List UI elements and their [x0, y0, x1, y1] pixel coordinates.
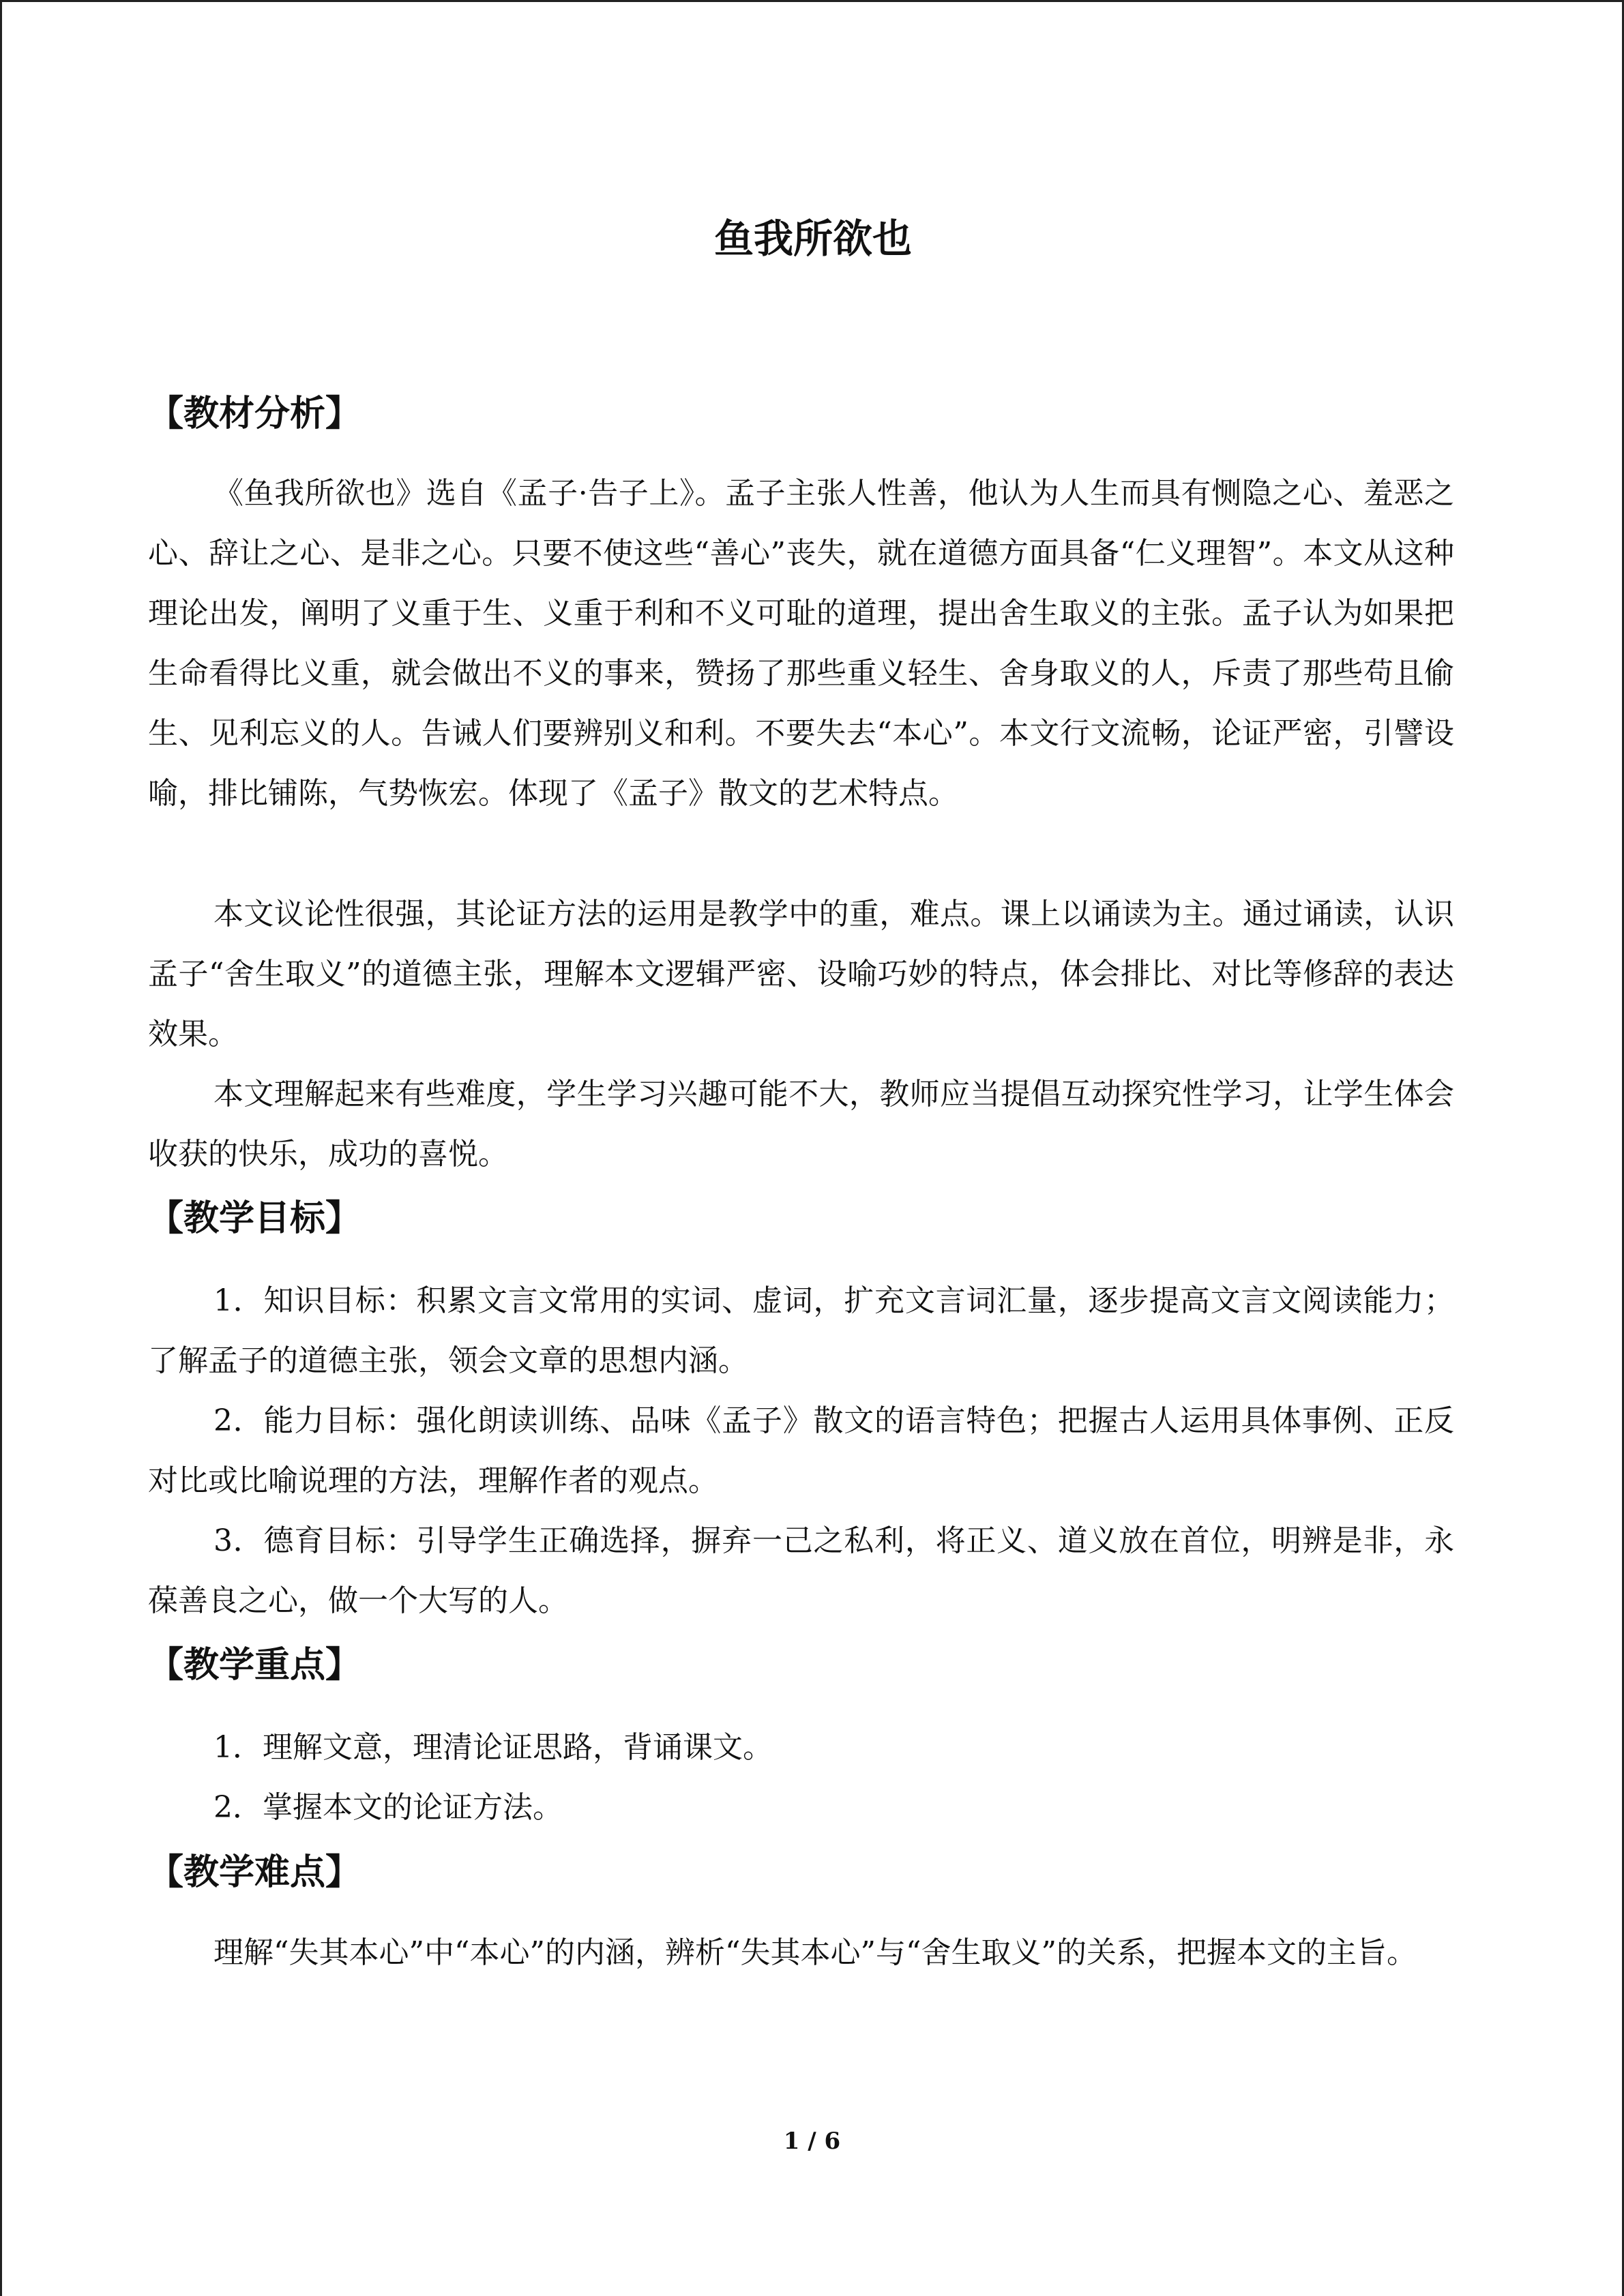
key-point-item: 2．掌握本文的论证方法。 — [213, 1790, 563, 1825]
page-number: 1 / 6 — [783, 2128, 841, 2155]
section-heading-analysis: 【教材分析】 — [148, 393, 361, 434]
section-heading-key-points: 【教学重点】 — [148, 1645, 361, 1686]
analysis-paragraph: 本文理解起来有些难度，学生学习兴趣可能不大，教师应当提倡互动探究性学习，让学生体会收获的快乐，成功的喜悦。 — [148, 1077, 1454, 1172]
section-heading-difficulties: 【教学难点】 — [148, 1852, 361, 1893]
page-top-border — [0, 0, 1624, 2]
key-point-item: 1．理解文意，理清论证思路，背诵课文。 — [213, 1730, 773, 1765]
objective-item: 3．德育目标：引导学生正确选择，摒弃一己之私利，将正义、道义放在首位，明辨是非，永葆善良之心，做一个大写的人。 — [148, 1523, 1454, 1618]
document-title: 鱼我所欲也 — [713, 215, 912, 262]
page-left-border — [0, 0, 2, 2296]
objective-item: 2．能力目标：强化朗读训练、品味《孟子》散文的语言特色；把握古人运用具体事例、正反对比或比喻说理的方法，理解作者的观点。 — [148, 1403, 1454, 1498]
difficulty-paragraph: 理解“失其本心”中“本心”的内涵，辨析“失其本心”与“舍生取义”的关系，把握本文的主旨。 — [213, 1935, 1417, 1970]
objective-item: 1．知识目标：积累文言文常用的实词、虚词，扩充文言词汇量，逐步提高文言文阅读能力；了解孟子的道德主张，领会文章的思想内涵。 — [148, 1283, 1454, 1378]
analysis-paragraph: 本文议论性很强，其论证方法的运用是教学中的重，难点。课上以诵读为主。通过诵读，认识孟子“舍生取义”的道德主张，理解本文逻辑严密、设喻巧妙的特点，体会排比、对比等修辞的表达效果。 — [148, 897, 1454, 1052]
analysis-paragraph: 《鱼我所欲也》选自《孟子·告子上》。孟子主张人性善，他认为人生而具有恻隐之心、羞恶之心、辞让之心、是非之心。只要不使这些“善心”丧失，就在道德方面具备“仁义理智”。本文从这种理论出发，阐明了义重于生、义重于利和不义可耻的道理，提出舍生取义的主张。孟子认为如果把生命看得比义重，就会做出不义的事来，赞扬了那些重义轻生、舍身取义的人，斥责了那些苟且偷生、见利忘义的人。告诫人们要辨别义和利。不要失去“本心”。本文行文流畅，论证严密，引譬设喻，排比铺陈，气势恢宏。体现了《孟子》散文的艺术特点。 — [148, 476, 1454, 811]
section-heading-objectives: 【教学目标】 — [148, 1198, 361, 1239]
